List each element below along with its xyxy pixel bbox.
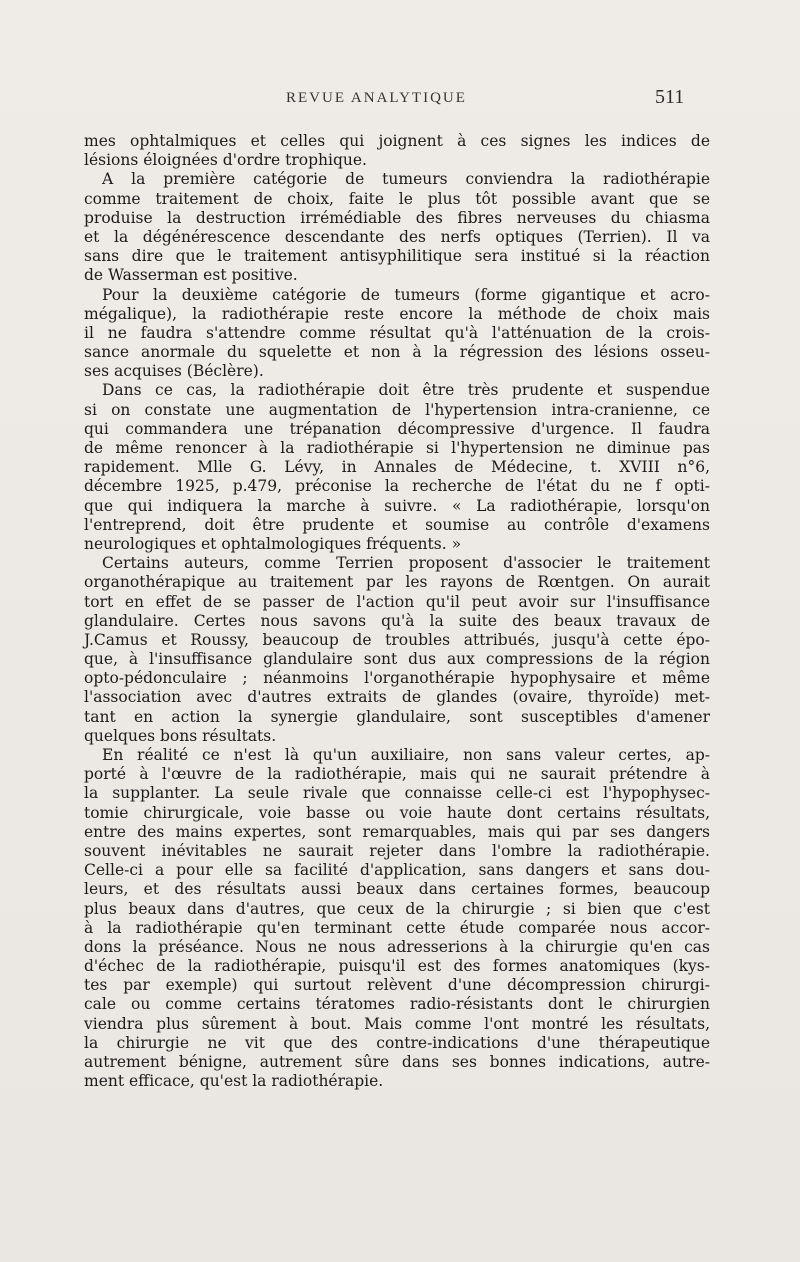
text-line: viendra plus sûrement à bout. Mais comme l'ont montré les résultats,	[84, 1014, 710, 1033]
text-line: tort en effet de se passer de l'action qu'il peut avoir sur l'insuffisance	[84, 592, 710, 611]
text-line: tant en action la synergie glandulaire, sont susceptibles d'amener	[84, 707, 710, 726]
running-title: REVUE ANALYTIQUE	[286, 90, 467, 106]
text-line: lésions éloignées d'ordre trophique.	[84, 151, 367, 170]
text-line: à la radiothérapie qu'en terminant cette étude comparée nous accor-	[84, 918, 710, 937]
text-line: l'entreprend, doit être prudente et soumise au contrôle d'examens	[84, 515, 710, 534]
text-line: produise la destruction irrémédiable des fibres nerveuses du chiasma	[84, 208, 710, 227]
text-line: quelques bons résultats.	[84, 726, 277, 745]
text-line: que qui indiquera la marche à suivre. « La radiothérapie, lorsqu'on	[84, 496, 710, 515]
text-line: si on constate une augmentation de l'hypertension intra-cranienne, ce	[84, 400, 710, 419]
text-line: qui commandera une trépanation décompressive d'urgence. Il faudra	[84, 419, 710, 438]
text-line: ment efficace, qu'est la radiothérapie.	[84, 1072, 384, 1091]
text-line: de Wasserman est positive.	[84, 266, 298, 285]
page-number: 511	[655, 86, 685, 108]
text-line: la supplanter. La seule rivale que connaisse celle-ci est l'hypophysec-	[84, 784, 710, 803]
text-line: d'échec de la radiothérapie, puisqu'il est des formes anatomiques (kys-	[84, 957, 710, 976]
text-line: Dans ce cas, la radiothérapie doit être très prudente et suspendue	[102, 381, 710, 400]
text-line: il ne faudra s'attendre comme résultat qu'à l'atténuation de la crois-	[84, 323, 710, 342]
text-line: J.Camus et Roussy, beaucoup de troubles attribués, jusqu'à cette épo-	[84, 630, 710, 649]
text-line: comme traitement de choix, faite le plus tôt possible avant que se	[84, 189, 710, 208]
body-text	[84, 132, 710, 1091]
text-line: mégalique), la radiothérapie reste encore la méthode de choix mais	[84, 304, 710, 323]
text-line: tomie chirurgicale, voie basse ou voie haute dont certains résultats,	[84, 803, 710, 822]
text-line: dons la préséance. Nous ne nous adresserions à la chirurgie qu'en cas	[84, 937, 710, 956]
text-line: tes par exemple) qui surtout relèvent d'une décompression chirurgi-	[84, 976, 710, 995]
text-line: porté à l'œuvre de la radiothérapie, mais qui ne saurait prétendre à	[84, 765, 710, 784]
text-line: ses acquises (Béclère).	[84, 362, 264, 381]
text-line: A la première catégorie de tumeurs conviendra la radiothérapie	[102, 170, 710, 189]
text-line: organothérapique au traitement par les rayons de Rœntgen. On aurait	[84, 573, 710, 592]
text-line: décembre 1925, p.479, préconise la recherche de l'état du ne f opti-	[84, 477, 710, 496]
text-line: l'association avec d'autres extraits de glandes (ovaire, thyroïde) met-	[84, 688, 710, 707]
text-line: sance anormale du squelette et non à la régression des lésions osseu-	[84, 343, 710, 362]
text-line: de même renoncer à la radiothérapie si l'hypertension ne diminue pas	[84, 439, 710, 457]
text-line: entre des mains expertes, sont remarquables, mais qui par ses dangers	[84, 822, 710, 841]
text-line: souvent inévitables ne saurait rejeter dans l'ombre la radiothérapie.	[84, 841, 710, 860]
text-line: cale ou comme certains tératomes radio-résistants dont le chirurgien	[84, 995, 710, 1014]
text-line: sans dire que le traitement antisyphilitique sera institué si la réaction	[84, 247, 710, 266]
text-line: et la dégénérescence descendante des nerfs optiques (Terrien). Il va	[84, 227, 710, 246]
text-line: rapidement. Mlle G. Lévy, in Annales de Médecine, t. XVIII n°6,	[84, 458, 710, 477]
text-line: plus beaux dans d'autres, que ceux de la chirurgie ; si bien que c'est	[84, 899, 710, 918]
text-line: Celle-ci a pour elle sa facilité d'application, sans dangers et sans dou-	[84, 861, 710, 880]
text-line: En réalité ce n'est là qu'un auxiliaire, non sans valeur certes, ap-	[102, 746, 710, 764]
text-line: leurs, et des résultats aussi beaux dans certaines formes, beaucoup	[84, 880, 710, 899]
text-line: Certains auteurs, comme Terrien proposent d'associer le traitement	[102, 554, 710, 573]
text-line: mes ophtalmiques et celles qui joignent à ces signes les indices de	[84, 132, 710, 150]
text-line: opto-pédonculaire ; néanmoins l'organothérapie hypophysaire et même	[84, 669, 710, 688]
text-line: autrement bénigne, autrement sûre dans ses bonnes indications, autre-	[84, 1053, 710, 1071]
text-line: la chirurgie ne vit que des contre-indications d'une thérapeutique	[84, 1033, 710, 1052]
text-line: Pour la deuxième catégorie de tumeurs (forme gigantique et acro-	[102, 285, 710, 304]
text-line: que, à l'insuffisance glandulaire sont dus aux compressions de la région	[84, 650, 710, 669]
text-line: glandulaire. Certes nous savons qu'à la suite des beaux travaux de	[84, 611, 710, 630]
text-line: neurologiques et ophtalmologiques fréquents. »	[84, 534, 462, 553]
